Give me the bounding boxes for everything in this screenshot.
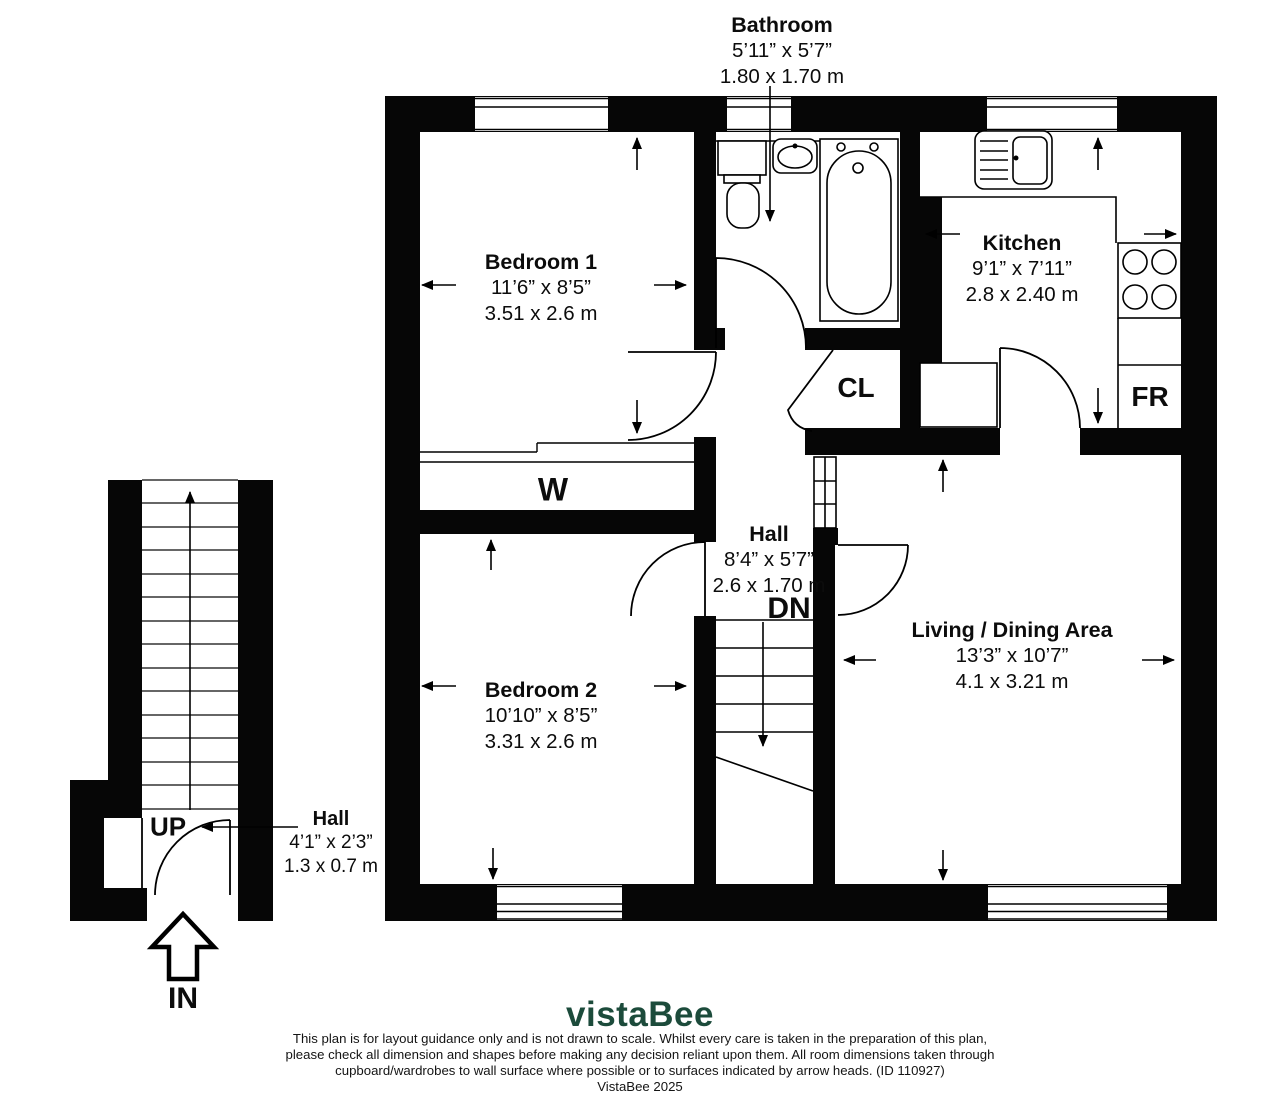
room-dim-imperial: 11’6” x 8’5” — [491, 276, 591, 299]
base-cupboard — [920, 363, 997, 427]
room-name: Kitchen — [982, 231, 1062, 255]
room-dim-imperial: 4’1” x 2’3” — [289, 832, 373, 853]
living-room-door — [838, 545, 908, 615]
vistabee-logo: vistaBee — [566, 995, 714, 1034]
room-dim-metric: 1.80 x 1.70 m — [719, 65, 845, 88]
stair-break-line — [716, 757, 813, 791]
kitchen-door — [1000, 348, 1080, 428]
disclaimer-line-3: cupboard/wardrobes to wall surface where possible or to surfaces indicated by arrow heads. (ID 110927) — [335, 1063, 945, 1078]
outer-walls — [385, 96, 1217, 921]
disclaimer-line-1: This plan is for layout guidance only and is not drawn to scale. Whilst every care is taken in the preparation of this plan, — [292, 1031, 988, 1046]
room-name: Hall — [312, 808, 350, 830]
wardrobe-marker: W — [537, 471, 569, 508]
room-dim-imperial: 9’1” x 7’11” — [972, 257, 1072, 280]
kitchen-label — [966, 230, 1079, 308]
bedroom1-door — [628, 352, 716, 440]
hob — [1118, 243, 1181, 318]
living-window — [988, 885, 1167, 920]
closet-door — [788, 350, 833, 431]
hand-basin — [773, 139, 817, 173]
hall-shelf-unit — [814, 457, 836, 528]
kitchen-window — [987, 97, 1117, 131]
room-dim-metric: 3.31 x 2.6 m — [484, 730, 598, 753]
disclaimer-line-2: please check all dimension and shapes before making any decision reliant upon them. All room dimensions taken through — [285, 1047, 995, 1062]
room-dim-metric: 2.6 x 1.70 m — [712, 574, 826, 597]
room-name: Hall — [749, 522, 789, 546]
entry-hall-label — [284, 807, 378, 879]
bedroom2-window — [497, 885, 622, 920]
stairs-down-marker: DN — [767, 592, 811, 625]
dn-staircase — [716, 620, 813, 791]
living-label — [911, 617, 1112, 695]
bathroom-door — [716, 258, 806, 348]
disclaimer — [220, 1031, 1060, 1095]
room-name: Bedroom 1 — [484, 250, 598, 274]
room-dim-imperial: 5’11” x 5’7” — [732, 39, 832, 62]
bedroom1-label — [485, 249, 598, 327]
stairs-up-marker: UP — [149, 811, 187, 842]
bedroom2-label — [485, 677, 598, 755]
room-dim-metric: 4.1 x 3.21 m — [955, 670, 1069, 693]
footer-credit: VistaBee 2025 — [597, 1079, 683, 1094]
room-name: Bedroom 2 — [484, 678, 598, 702]
room-dim-imperial: 10’10” x 8’5” — [484, 704, 598, 727]
bedroom1-window — [475, 97, 608, 131]
room-name: Living / Dining Area — [911, 618, 1113, 642]
room-dim-imperial: 13’3” x 10’7” — [955, 644, 1069, 667]
room-dim-metric: 1.3 x 0.7 m — [284, 856, 378, 877]
hall-label — [713, 521, 826, 599]
room-dim-metric: 2.8 x 2.40 m — [965, 283, 1079, 306]
bathroom-window — [727, 97, 791, 131]
closet-marker: CL — [837, 372, 875, 403]
fridge-marker: FR — [1131, 381, 1169, 412]
wardrobe-shelf — [420, 443, 694, 462]
room-dim-imperial: 8’4” x 5’7” — [723, 548, 814, 571]
kitchen-sink — [975, 131, 1052, 189]
toilet — [718, 141, 766, 228]
bathroom-fixtures — [716, 139, 898, 321]
bathroom-label — [720, 12, 844, 90]
bedroom2-door — [631, 542, 705, 616]
bathtub — [820, 139, 898, 321]
room-name: Bathroom — [731, 13, 833, 37]
dimension-arrows — [202, 86, 1176, 880]
common-staircase — [70, 480, 273, 921]
room-dim-metric: 3.51 x 2.6 m — [484, 302, 598, 325]
entrance-in-arrow — [152, 914, 214, 979]
entrance-marker: IN — [168, 982, 198, 1015]
